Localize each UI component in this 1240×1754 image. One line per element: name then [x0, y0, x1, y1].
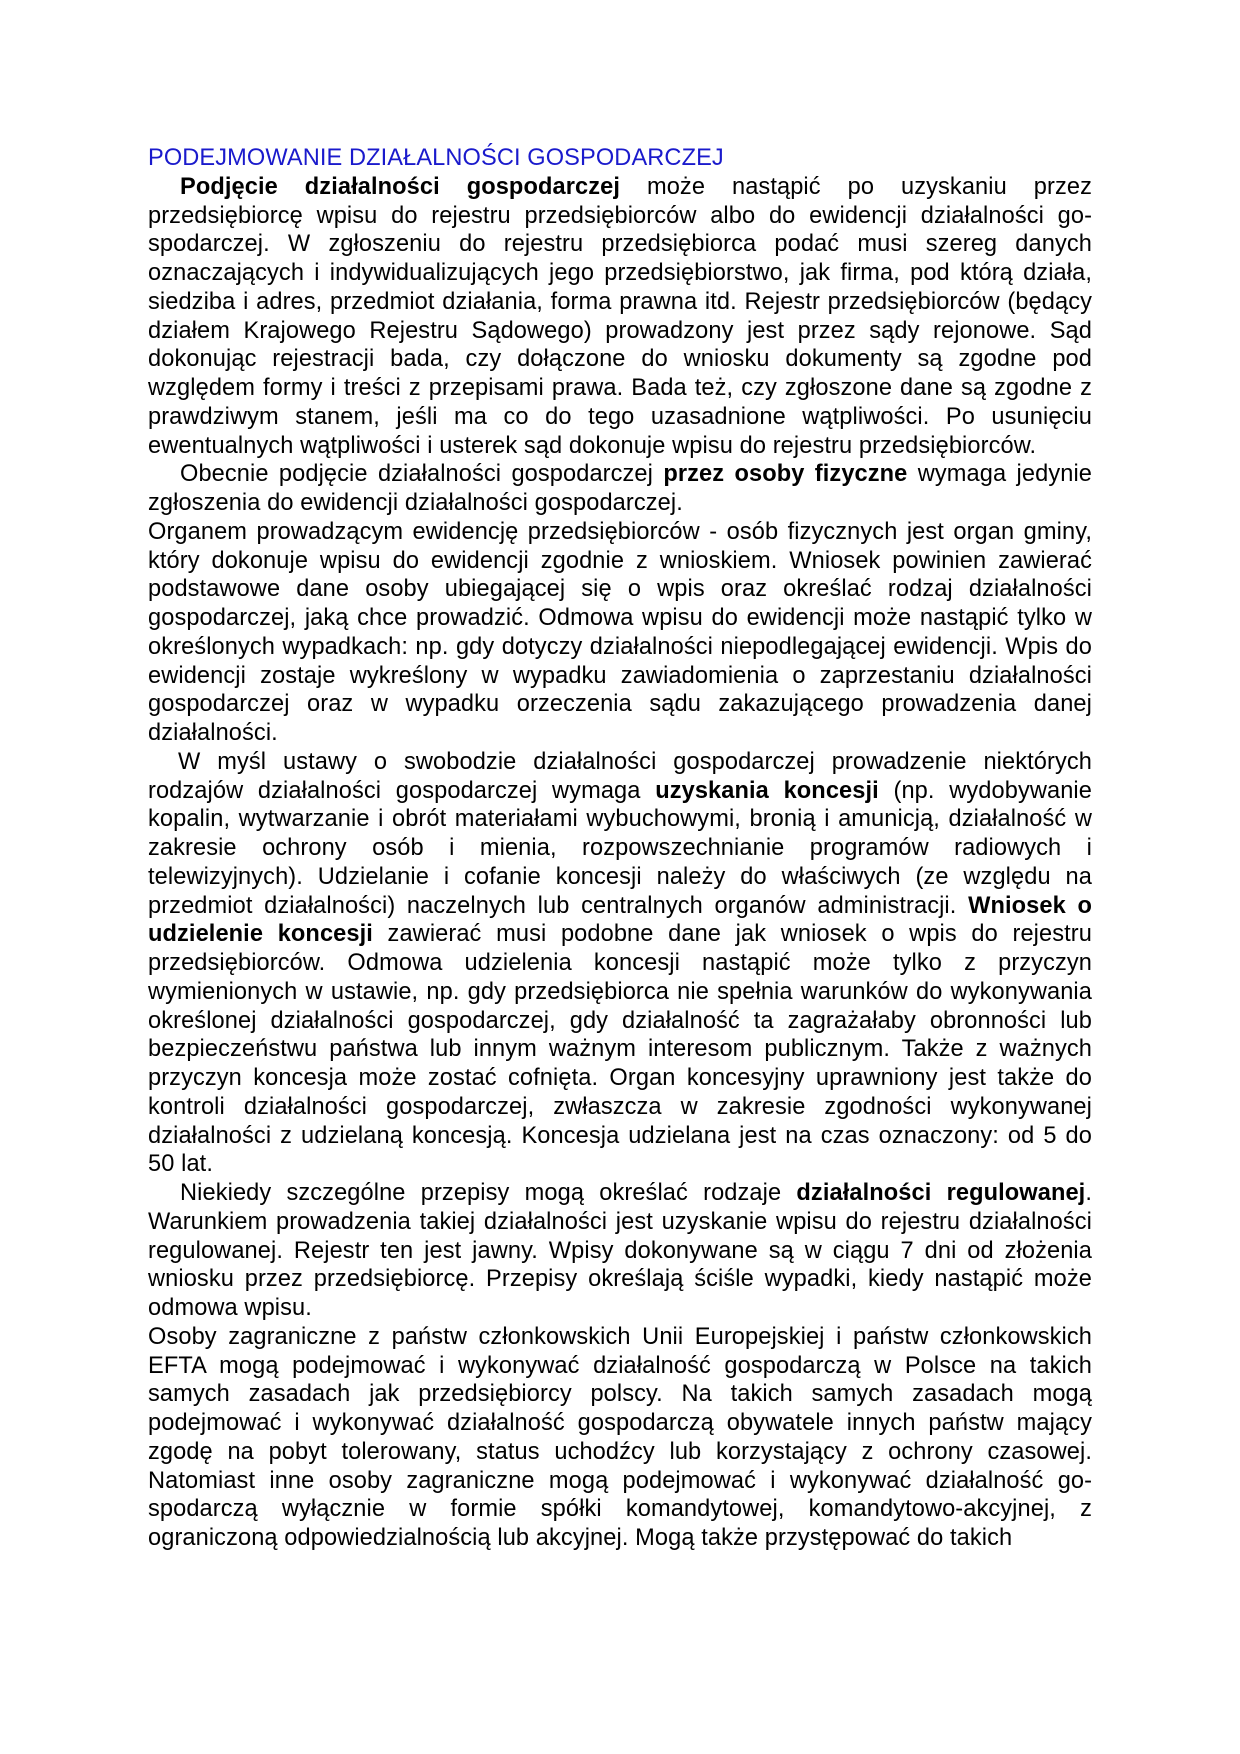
paragraph-2-text-before: Obecnie podjęcie działalności gospodarczej [180, 461, 664, 488]
paragraph-2-bold: przez osoby fizyczne [663, 461, 908, 488]
document-page [148, 144, 1092, 1553]
paragraph-1-bold: Podjęcie działalności gospodarczej [180, 173, 620, 200]
paragraph-1 [148, 173, 1092, 461]
paragraph-1-text: może nastąpić po uzyskaniu przez przedsiębiorcę wpisu do rejestru przedsiębiorców albo do ewidencji działalności gospodarczej. W zgłoszeniu do rejestru przedsiębiorca podać musi szereg danych oznaczających i indywidualizujących jego przedsiębiorstwo, jak firma, pod którą działa, siedziba i adres, przedmiot działania, forma prawna itd. Rejestr przedsiębiorców (będący działem Krajowego Rejestru Sądowego) prowadzony jest przez sądy rejonowe. Sąd dokonując rejestracji bada, czy dołączone do wniosku dokumenty są zgodne pod względem formy i treści z przepisami prawa. Bada też, czy zgłoszone dane są zgodne z prawdziwym stanem, jeśli ma co do tego uzasadnione wątpliwości. Po usunięciu ewentualnych wątpliwości i usterek sąd dokonuje wpisu do rejestru przedsiębiorców. [148, 173, 1092, 459]
paragraph-6: Osoby zagraniczne z państw członkowskich Unii Europejskiej i państw członkowskich EFTA mogą podejmować i wykonywać działalność gospodarczą w Polsce na takich samych zasadach jak przedsiębiorcy polscy. Na takich samych zasadach mogą podejmować i wykonywać działalność gospodarczą obywatele innych państw mający zgodę na pobyt tolerowany, status uchodźcy lub korzystający z ochrony czasowej. Natomiast inne osoby zagraniczne mogą podejmować i wykonywać działalność gospodarczą wyłącznie w formie spółki komandytowej, komandytowo-akcyjnej, z ograniczoną odpowiedzialnością lub akcyjnej. Mogą także przystępować do takich [148, 1323, 1092, 1551]
paragraph-5-text-before: Niekiedy szczególne przepisy mogą określać rodzaje [180, 1180, 797, 1206]
paragraph-3: Organem prowadzącym ewidencję przedsiębiorców - osób fizycznych jest organ gminy, który dokonuje wpisu do ewidencji zgodnie z wnioskiem. Wniosek powinien zawierać podstawowe dane osoby ubiegającej się o wpis oraz określać rodzaj działalności gospodarczej, jaką chce prowadzić. Odmowa wpisu do ewidencji może nastąpić tylko w określonych wypadkach: np. gdy dotyczy działalności niepodlegającej ewidencji. Wpis do ewidencji zostaje wykreślony w wypadku zawiadomienia o zaprzestaniu działalności gospodarczej oraz w wypadku orzeczenia sądu zakazującego prowadzenia danej działalności. [148, 518, 1092, 746]
paragraph-2-text-after: wymaga jedynie zgłoszenia do ewidencji działalności gospodarczej. [148, 461, 1093, 516]
paragraph-4-bold-1: uzyskania koncesji [655, 777, 879, 804]
paragraph-5 [148, 1179, 1092, 1323]
paragraph-4-text-middle: (np. wydobywanie kopalin, wytwarzanie i obrót materiałami wybuchowymi, bronią i amunicją, działalność w zakresie ochrony osób i mienia, rozpowszechnianie programów radiowych i telewizyjnych). Udzielanie i cofanie koncesji należy do właściwych (ze względu na przedmiot działalności) naczelnych lub centralnych organów administracji. [148, 777, 1092, 919]
paragraph-2 [148, 460, 1092, 518]
paragraph-5-text-after: . Warunkiem prowadzenia takiej działalności jest uzyskanie wpisu do rejestru działalności regulowanej. Rejestr ten jest jawny. Wpisy dokonywane są w ciągu 7 dni od złożenia wniosku przez przedsiębiorcę. Przepisy określają ściśle wypadki, kiedy nastąpić może odmowa wpisu. [148, 1180, 1092, 1321]
paragraph-4-text-after: zawierać musi podobne dane jak wniosek o wpis do rejestru przedsiębiorców. Odmowa udzielenia koncesji nastąpić może tylko z przyczyn wymienionych w ustawie, np. gdy przedsiębiorca nie spełnia warunków do wykonywania określonej działalności gospodarczej, gdy działalność ta zagrażałaby obronności lub bezpieczeństwu państwa lub innym ważnym interesom publicznym. Także z ważnych przyczyn koncesja może zostać cofnięta. Organ koncesyjny uprawniony jest także do kontroli działalności gospodarczej, zwłaszcza w zakresie zgodności wykonywanej działalności z udzielaną koncesją. Koncesja udzielana jest na czas oznaczony: od 5 do 50 lat. [148, 921, 1092, 1178]
paragraph-4 [148, 748, 1092, 1179]
document-title: PODEJMOWANIE DZIAŁALNOŚCI GOSPODARCZEJ [148, 145, 724, 171]
paragraph-5-bold: działalności regulowanej [796, 1180, 1086, 1206]
paragraph-4-bold-2: Wniosek o udzielenie koncesji [148, 892, 1092, 948]
paragraph-4-text-before: W myśl ustawy o swobodzie działalności gospodarczej prowadzenie niektórych rodzajów działalności gospodarczej wymaga [148, 748, 1092, 804]
